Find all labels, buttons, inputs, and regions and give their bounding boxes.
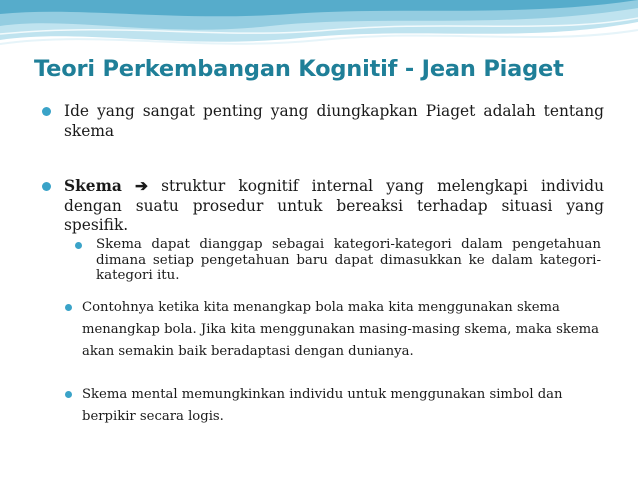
bullet-dot-icon [42, 182, 51, 191]
sub-bullet-text-1: Skema dapat dianggap sebagai kategori-kategori dalam pengetahuan dimana setiap pengetahuan baru dapat dimasukkan ke dalam kategori-kategori itu. [96, 237, 601, 283]
bullet-dot-icon [42, 107, 51, 116]
slide-title: Teori Perkembangan Kognitif - Jean Piaget [34, 56, 564, 82]
arrow-right-icon: ➔ [135, 177, 148, 195]
bullet-text-2-body: struktur kognitif internal yang melengkapi individu dengan suatu prosedur untuk bereaksi terhadap situasi yang spesifik. [64, 177, 604, 234]
sub-bullet-text-3: Skema mental memungkinkan individu untuk menggunakan simbol dan berpikir secara logis. [82, 387, 563, 424]
sub-bullet-dot-icon [65, 391, 72, 398]
header-wave-decoration [0, 0, 638, 60]
keyword-skema: Skema [64, 177, 122, 195]
bullet-text-1: Ide yang sangat penting yang diungkapkan Piaget adalah tentang skema [64, 102, 604, 140]
sub-bullet-dot-icon [75, 242, 82, 249]
bullet-text-2 [64, 177, 604, 236]
sub-bullet-dot-icon [65, 304, 72, 311]
sub-bullet-text-2: Contohnya ketika kita menangkap bola maka kita menggunakan skema menangkap bola. Jika kita menggunakan masing-masing skema, maka skema akan semakin baik beradaptasi dengan dunianya. [82, 300, 599, 359]
